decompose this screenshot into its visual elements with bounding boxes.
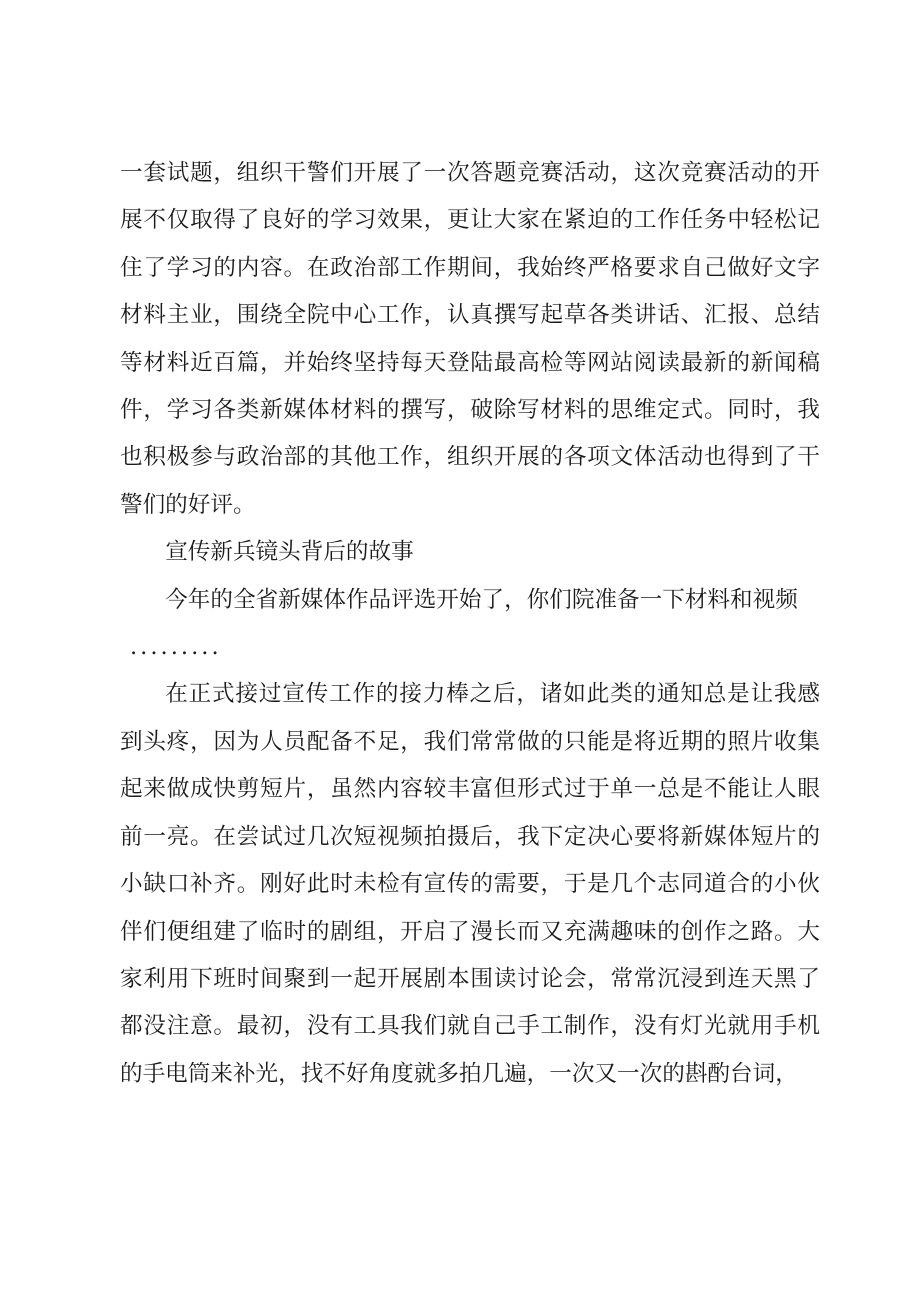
ellipsis-line: ......... [130, 634, 222, 661]
document-body [120, 150, 820, 1098]
body-paragraph: 在正式接过宣传工作的接力棒之后，诸如此类的通知总是让我感到头疼，因为人员配备不足，我们常常做的只能是将近期的照片收集起来做成快剪短片，虽然内容较丰富但形式过于单一总是不能让人眼前一亮。在尝试过几次短视频拍摄后，我下定决心要将新媒体短片的小缺口补齐。刚好此时未检有宣传的需要，于是几个志同道合的小伙伴们便组建了临时的剧组，开启了漫长而又充满趣味的创作之路。大家利用下班时间聚到一起开展剧本围读讨论会，常常沉浸到连天黑了都没注意。最初，没有工具我们就自己手工制作，没有灯光就用手机的手电筒来补光，找不好角度就多拍几遍，一次又一次的斟酌台词， [120, 681, 820, 1087]
section-heading: 宣传新兵镜头背后的故事 [165, 539, 414, 566]
paragraph-continued: 一套试题，组织干警们开展了一次答题竞赛活动，这次竞赛活动的开展不仅取得了良好的学习效果，更让大家在紧迫的工作任务中轻松记住了学习的内容。在政治部工作期间，我始终严格要求自己做好文字材料主业，围绕全院中心工作，认真撰写起草各类讲话、汇报、总结等材料近百篇，并始终坚持每天登陆最高检等网站阅读最新的新闻稿件，学习各类新媒体材料的撰写，破除写材料的思维定式。同时，我也积极参与政治部的其他工作，组织开展的各项文体活动也得到了干警们的好评。 [120, 160, 820, 518]
quote-line: 今年的全省新媒体作品评选开始了，你们院准备一下材料和视频 [165, 586, 798, 613]
